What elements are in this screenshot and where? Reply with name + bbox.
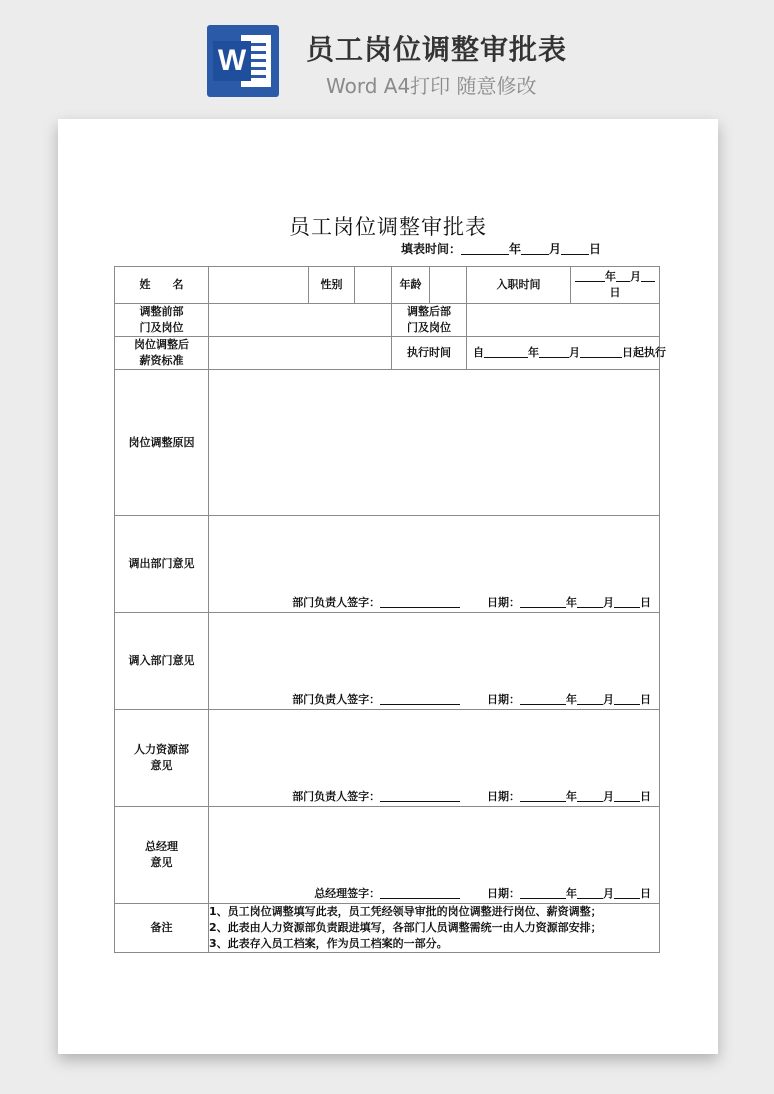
gender-input[interactable] xyxy=(355,267,392,304)
before-dept-input[interactable] xyxy=(209,304,392,337)
document-title: 员工岗位调整审批表 xyxy=(289,215,487,239)
hr-label: 人力资源部 意见 xyxy=(115,710,209,807)
gender-label: 性别 xyxy=(309,267,355,304)
after-dept-input[interactable] xyxy=(467,304,660,337)
exec-time-label: 执行时间 xyxy=(392,337,467,370)
out-dept-label: 调出部门意见 xyxy=(115,516,209,613)
approval-form-table xyxy=(114,266,666,953)
row-department xyxy=(115,304,660,337)
row-hr xyxy=(115,710,660,807)
fill-day-blank[interactable] xyxy=(561,242,589,255)
after-dept-label: 调整后部 门及岗位 xyxy=(392,304,467,337)
reason-input[interactable] xyxy=(209,370,660,516)
name-input[interactable] xyxy=(209,267,309,304)
salary-label: 岗位调整后 薪资标准 xyxy=(115,337,209,370)
row-remarks xyxy=(115,904,660,953)
remark-line: 2、此表由人力资源部负责跟进填写，各部门人员调整需统一由人力资源部安排； xyxy=(209,921,602,934)
remarks-content xyxy=(209,904,660,953)
document-page xyxy=(58,119,718,1054)
app-title: 员工岗位调整审批表 xyxy=(306,33,568,66)
remark-line: 1、员工岗位调整填写此表，员工凭经领导审批的岗位调整进行岗位、薪资调整； xyxy=(209,905,602,918)
hr-signature: 部门负责人签字： 日期： 年 月 日 xyxy=(292,790,651,803)
word-letter: W xyxy=(213,41,251,81)
age-input[interactable] xyxy=(430,267,467,304)
in-dept-signature: 部门负责人签字： 日期： 年 月 日 xyxy=(292,693,651,706)
hire-date-input[interactable]: 年 月日 xyxy=(571,267,660,304)
gm-signature: 总经理签字： 日期： 年 月 日 xyxy=(314,887,651,900)
row-salary xyxy=(115,337,660,370)
hire-date-label: 入职时间 xyxy=(467,267,571,304)
preview-header xyxy=(0,0,774,110)
age-label: 年龄 xyxy=(392,267,430,304)
app-subtitle: Word A4打印 随意修改 xyxy=(326,74,537,98)
row-in-dept xyxy=(115,613,660,710)
remarks-label: 备注 xyxy=(115,904,209,953)
row-out-dept xyxy=(115,516,660,613)
reason-label: 岗位调整原因 xyxy=(115,370,209,516)
fill-date-label: 填表时间： xyxy=(401,242,462,256)
row-reason xyxy=(115,370,660,516)
row-basic-info xyxy=(115,267,660,304)
salary-input[interactable] xyxy=(209,337,392,370)
name-label: 姓 名 xyxy=(115,267,209,304)
fill-date: 填表时间： 年 月 日 xyxy=(401,242,602,256)
fill-year-blank[interactable] xyxy=(461,242,509,255)
before-dept-label: 调整前部 门及岗位 xyxy=(115,304,209,337)
gm-opinion[interactable] xyxy=(209,807,660,904)
out-dept-opinion[interactable] xyxy=(209,516,660,613)
remark-line: 3、此表存入员工档案，作为员工档案的一部分。 xyxy=(209,937,448,950)
fill-month-blank[interactable] xyxy=(521,242,549,255)
hr-opinion[interactable] xyxy=(209,710,660,807)
row-gm xyxy=(115,807,660,904)
exec-time-input[interactable]: 自 年 月 日起执行 xyxy=(467,337,660,370)
gm-label: 总经理 意见 xyxy=(115,807,209,904)
out-dept-signature: 部门负责人签字： 日期： 年 月 日 xyxy=(292,596,651,609)
in-dept-label: 调入部门意见 xyxy=(115,613,209,710)
word-icon xyxy=(207,25,279,97)
in-dept-opinion[interactable] xyxy=(209,613,660,710)
